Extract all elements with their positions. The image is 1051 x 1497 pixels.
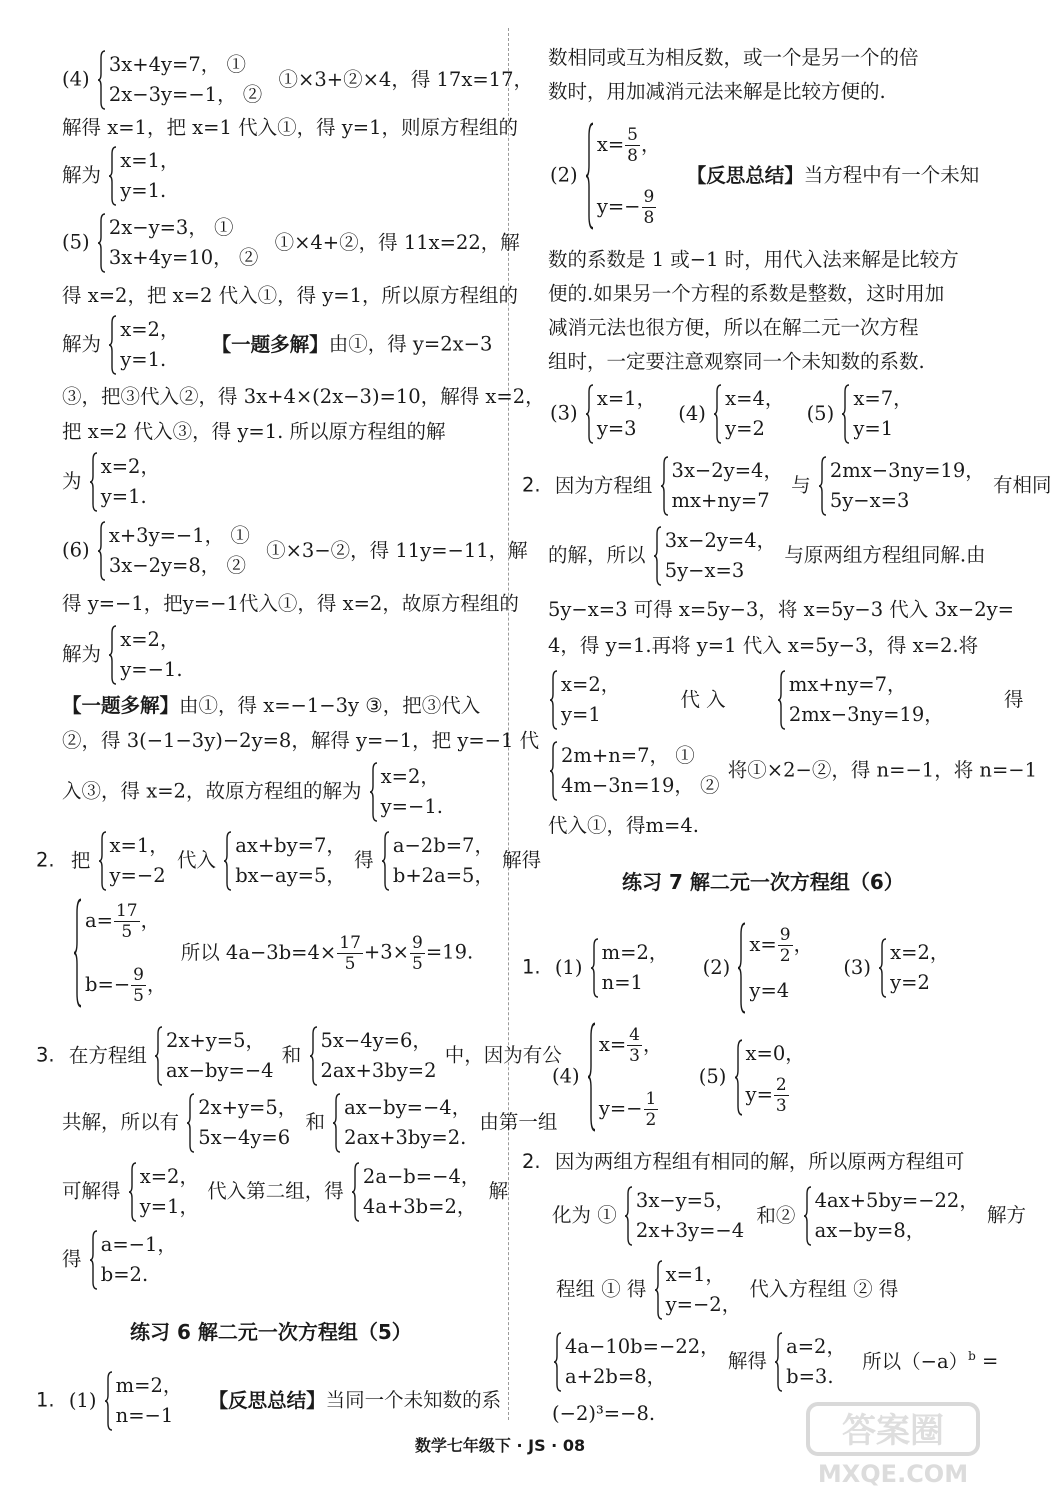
question-3-line4: 得 a=−1， b=2. <box>62 1230 179 1290</box>
right-item-2-line4: 减消元法也很方便，所以在解二元一次方程 <box>548 316 919 339</box>
question-3-line2: 共解，所以有 2x+y=5， 5x−4y=6 和 ax−by=−4， 2ax+3by=2. 由第一组 <box>62 1093 557 1153</box>
brace-icon <box>879 938 887 998</box>
brace-icon <box>775 1332 783 1392</box>
right-item-2-line3: 便的.如果另一个方程的系数是整数，这时用加 <box>548 282 945 305</box>
brace-icon <box>333 1093 341 1153</box>
brace-icon <box>804 1186 812 1246</box>
section-7-question-2-line4: 4a−10b=−22， a+2b=8， 解得 a=2， b=3. 所以$(-a)^b$ = <box>552 1332 998 1392</box>
section-7-question-2-line1: 2. 因为两组方程组有相同的解，所以原两方程组可 <box>522 1150 965 1173</box>
brace-icon <box>90 452 98 512</box>
question-2-left-result: a= $\frac{17}{5}$ ， b=− $\frac{9}{5}$ ， 所以 4a−3b=4× $\frac{17}{5}$ +3× $\frac{9}{5}$ =19. <box>72 898 473 1008</box>
brace-icon <box>588 1022 596 1132</box>
brace-icon <box>90 1230 98 1290</box>
brace-icon <box>661 456 669 516</box>
brace-icon <box>99 831 107 891</box>
svg-text:MXQE.COM: MXQE.COM <box>817 1460 969 1488</box>
item-5-line5: 把 x=2 代入③，得 y=1. 所以原方程组的解 <box>62 420 446 443</box>
brace-icon <box>109 146 117 206</box>
right-question-2-line1: 2. 因为方程组 3x−2y=4， mx+ny=7 与 2mx−3ny=19， 5y−x=3 有相同 <box>522 456 1051 516</box>
item-6-line4: 【一题多解】由①，得 x=−1−3y ③，把③代入 <box>62 694 481 717</box>
section-7-question-1-row2: (4) x= $\frac{4}{3}$ ， y=− $\frac{1}{2}$ (5) x=0， y= $\frac{2}{3}$ <box>552 1022 807 1132</box>
brace-icon <box>819 456 827 516</box>
item-5-line2: 得 x=2，把 x=2 代入①，得 y=1，所以原方程组的 <box>62 284 519 307</box>
right-question-2-line4: 4，得 y=1.再将 y=1 代入 x=5y−3，得 x=2.将 <box>548 634 979 657</box>
brace-icon <box>98 213 106 273</box>
brace-icon <box>155 1026 163 1086</box>
brace-icon <box>625 1186 633 1246</box>
brace-icon <box>98 521 106 581</box>
right-item-2-line2: 数的系数是 1 或−1 时，用代入法来解是比较方 <box>548 248 959 271</box>
section-6-question-1: 1. (1) m=2， n=−1 【反思总结】当同一个未知数的系 <box>36 1371 501 1431</box>
item-5-line4: ③，把③代入②，得 3x+4×(2x−3)=10，解得 x=2， <box>62 385 545 408</box>
brace-icon <box>310 1026 318 1086</box>
brace-icon <box>352 1162 360 1222</box>
brace-icon <box>778 670 786 730</box>
question-3-line3: 可解得 x=2， y=1， 代入第二组，得 2a−b=−4， 4a+3b=2， 解 <box>62 1162 508 1222</box>
right-question-2-line3: 5y−x=3 可得 x=5y−3，将 x=5y−3 代入 3x−2y= <box>548 598 1015 621</box>
watermark-logo <box>800 1400 990 1490</box>
brace-icon <box>591 938 599 998</box>
brace-icon <box>98 50 106 110</box>
brace-icon <box>109 315 117 375</box>
equation-system: 3x+4y=7， ① 2x−3y=−1， ② <box>98 50 262 110</box>
brace-icon <box>550 670 558 730</box>
item-6-line1: (6) x+3y=−1， ① 3x−2y=8， ② ①×3−②，得 11y=−11，解 <box>62 521 528 581</box>
brace-icon <box>586 384 594 444</box>
item-5-line1: (5) 2x−y=3， ① 3x+4y=10， ② ①×4+②，得 11x=22，解 <box>62 213 520 273</box>
brace-icon <box>129 1162 137 1222</box>
right-question-2-line7: 代入①，得m=4. <box>548 814 699 837</box>
item-4-solution: 解为 x=1， y=1. <box>62 146 181 206</box>
section-title-6: 练习 6 解二元一次方程组（5） <box>130 1320 412 1344</box>
brace-icon <box>105 1371 113 1431</box>
item-5-solution2: 为 x=2， y=1. <box>62 452 162 512</box>
right-line1: 数相同或互为相反数，或一个是另一个的倍 <box>548 46 919 69</box>
right-item-2-line5: 组时，一定要注意观察同一个未知数的系数. <box>548 350 925 373</box>
brace-icon <box>738 922 746 1014</box>
brace-icon <box>714 384 722 444</box>
right-items-3-5: (3) x=1， y=3 (4) x=4， y=2 (5) x=7， y=1 <box>550 384 915 444</box>
item-6-solution2: 入③，得 x=2，故原方程组的解为 x=2， y=−1. <box>62 762 445 822</box>
brace-icon <box>224 831 232 891</box>
right-question-2-line5: x=2， y=1 代 入 mx+ny=7， 2mx−3ny=19， 得 <box>548 670 1023 730</box>
item-6-line2: 得 y=−1，把y=−1代入①，得 x=2，故原方程组的 <box>62 592 519 615</box>
item-6-solution: 解为 x=2， y=−1. <box>62 625 185 685</box>
brace-icon <box>554 1332 562 1392</box>
page-footer: 数学七年级下 · JS · 08 <box>414 1436 586 1455</box>
section-7-question-2-line2: 化为 ① 3x−y=5， 2x+3y=−4 和② 4ax+5by=−22， ax−by=8， 解方 <box>552 1186 1026 1246</box>
brace-icon <box>370 762 378 822</box>
question-3-line1: 3. 在方程组 2x+y=5， ax−by=−4 和 5x−4y=6， 2ax+3by=2 中，因为有公 <box>36 1026 562 1086</box>
svg-text:答案圈: 答案圈 <box>842 1411 944 1451</box>
brace-icon <box>654 526 662 586</box>
brace-icon <box>655 1260 663 1320</box>
section-7-question-2-line3: 程组 ① 得 x=1， y=−2， 代入方程组 ② 得 <box>556 1260 898 1320</box>
brace-icon <box>382 831 390 891</box>
right-item-2: (2) x= $\frac{5}{8}$ ， y=− $\frac{9}{8}$ 【反思总结】当方程中有一个未知 <box>550 122 979 230</box>
brace-icon <box>109 625 117 685</box>
brace-icon <box>550 741 558 801</box>
brace-icon <box>74 898 82 1008</box>
item-6-line5: ②，得 3(−1−3y)−2y=8，解得 y=−1，把 y=−1 代 <box>62 729 540 752</box>
right-question-2-line2: 的解，所以 3x−2y=4， 5y−x=3 与原两组方程组同解.由 <box>548 526 986 586</box>
item-4-line1: (4) 3x+4y=7， ① 2x−3y=−1， ② ①×3+②×4，得 17x=17， <box>62 50 533 110</box>
right-question-2-line6: 2m+n=7， ① 4m−3n=19， ② 将①×2−②，得 n=−1，将 n=−1 <box>548 741 1037 801</box>
brace-icon <box>187 1093 195 1153</box>
item-5-solution: 解为 x=2， y=1. 【一题多解】由①，得 y=2x−3 <box>62 315 492 375</box>
multi-solution-tag: 【一题多解】 <box>211 332 329 356</box>
item-4-line2: 解得 x=1，把 x=1 代入①，得 y=1，则原方程组的 <box>62 116 519 139</box>
section-7-question-1-row1: 1. (1) m=2， n=1 (2) x= $\frac{9}{2}$ ， y=4 (3) x=2， y=2 <box>522 922 951 1014</box>
brace-icon <box>842 384 850 444</box>
section-7-question-2-line5: (−2)³=−8. <box>552 1402 656 1425</box>
question-2-left: 2. 把 x=1， y=−2 代入 ax+by=7， bx−ay=5， 得 a−2b=7， b+2a=5， 解得 <box>36 831 541 891</box>
brace-icon <box>586 122 594 230</box>
right-line2: 数时，用加减消元法来解是比较方便的. <box>548 80 886 103</box>
brace-icon <box>735 1039 743 1116</box>
section-title-7: 练习 7 解二元一次方程组（6） <box>622 870 904 894</box>
